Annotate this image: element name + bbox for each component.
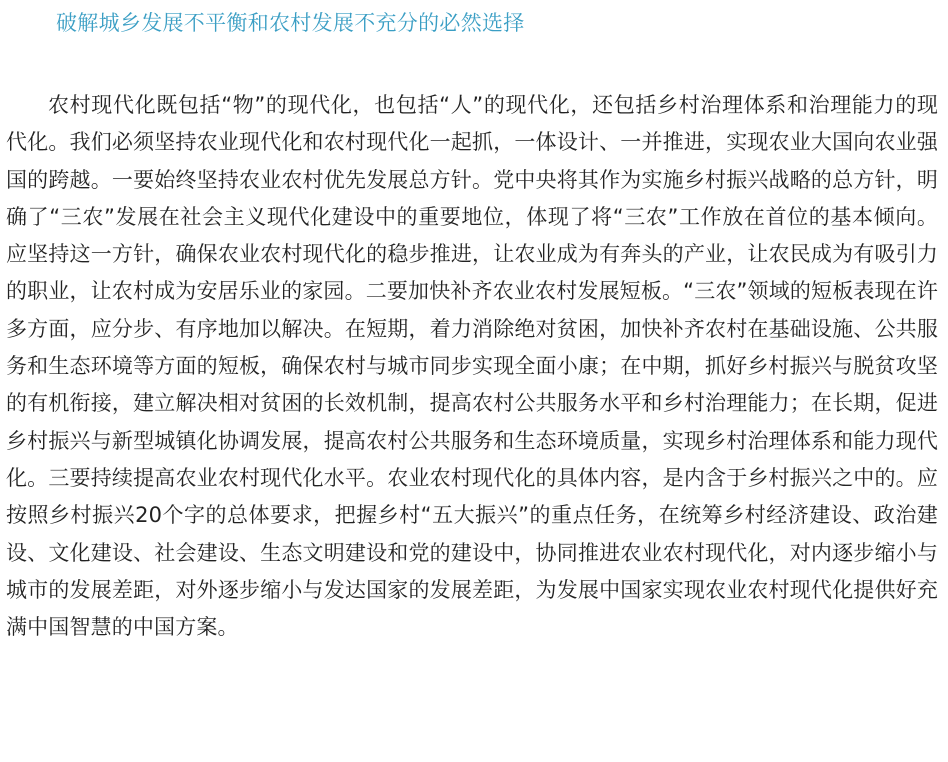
section-subheading: 破解城乡发展不平衡和农村发展不充分的必然选择: [56, 11, 525, 35]
article-paragraph: 农村现代化既包括“物”的现代化，也包括“人”的现代化，还包括乡村治理体系和治理能力的现代化。我们必须坚持农业现代化和农村现代化一起抓，一体设计、一并推进，实现农业大国向农业强国的跨越。一要始终坚持农业农村优先发展总方针。党中央将其作为实施乡村振兴战略的总方针，明确了“三农”发展在社会主义现代化建设中的重要地位，体现了将“三农”工作放在首位的基本倾向。应坚持这一方针，确保农业农村现代化的稳步推进，让农业成为有奔头的产业，让农民成为有吸引力的职业，让农村成为安居乐业的家园。二要加快补齐农业农村发展短板。“三农”领域的短板表现在许多方面，应分步、有序地加以解决。在短期，着力消除绝对贫困，加快补齐农村在基础设施、公共服务和生态环境等方面的短板，确保农村与城市同步实现全面小康；在中期，抓好乡村振兴与脱贫攻坚的有机衔接，建立解决相对贫困的长效机制，提高农村公共服务水平和乡村治理能力；在长期，促进乡村振兴与新型城镇化协调发展，提高农村公共服务和生态环境质量，实现乡村治理体系和能力现代化。三要持续提高农业农村现代化水平。农业农村现代化的具体内容，是内含于乡村振兴之中的。应按照乡村振兴20个字的总体要求，把握乡村“五大振兴”的重点任务，在统筹乡村经济建设、政治建设、文化建设、社会建设、生态文明建设和党的建设中，协同推进农业农村现代化，对内逐步缩小与城市的发展差距，对外逐步缩小与发达国家的发展差距，为发展中国家实现农业农村现代化提供好充满中国智慧的中国方案。: [6, 93, 938, 640]
